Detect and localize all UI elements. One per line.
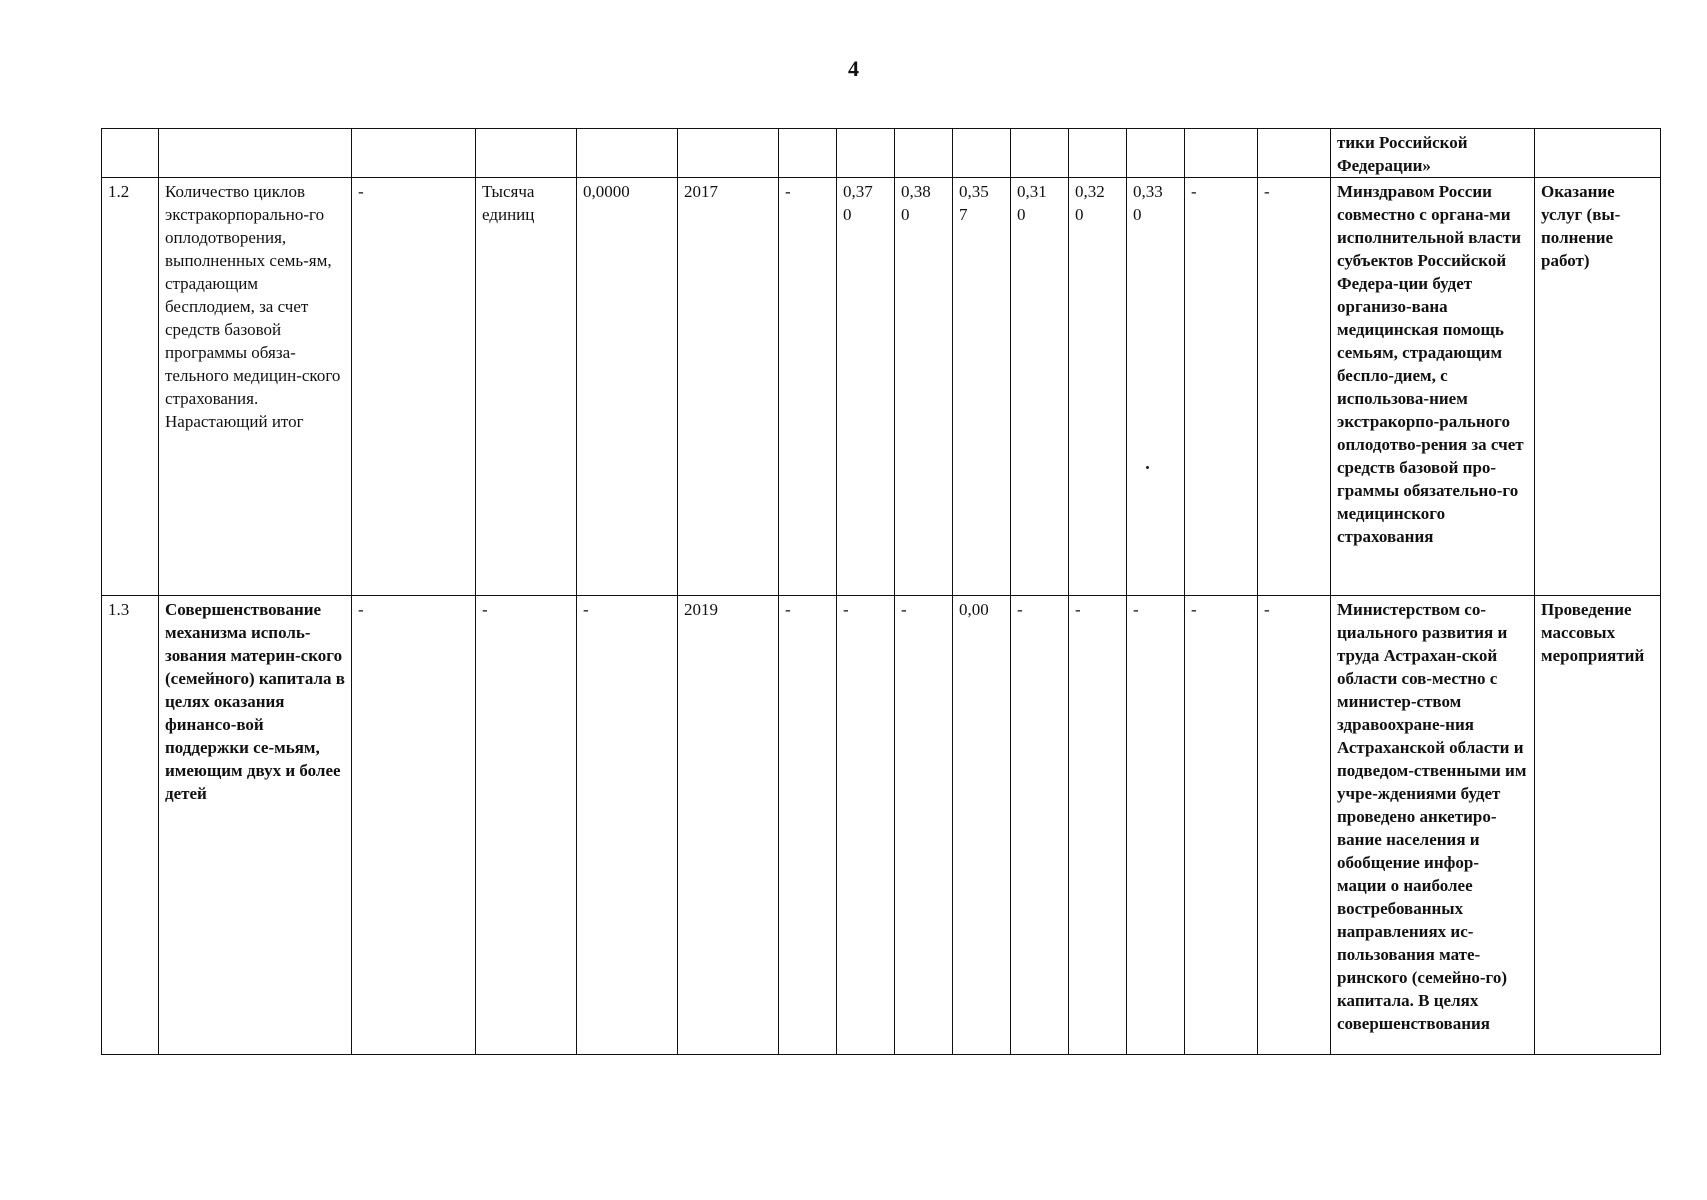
cell-empty xyxy=(102,129,159,178)
cell-col3: - xyxy=(352,596,476,1055)
cell-empty xyxy=(1011,129,1069,178)
table-row xyxy=(102,178,1661,596)
value-cell: 0,33 0 xyxy=(1127,178,1185,596)
value-cell: 0,00 xyxy=(953,596,1011,1055)
executor-cell: Минздравом России совместно с органа-ми исполнительной власти субъектов Российской Федера-ции будет организо-вана медицинская помощь семьям, страдающим беспло-дием, с использова-нием экстракорпо-рального оплодотво-рения за счет средств базовой про-граммы обязательно-го медицинского страхования xyxy=(1331,178,1535,596)
cell-empty xyxy=(953,129,1011,178)
value-cell: 0,37 0 xyxy=(837,178,895,596)
cell-empty xyxy=(159,129,352,178)
cell-empty xyxy=(352,129,476,178)
executor-cell: тики Российской Федерации» xyxy=(1331,129,1535,178)
base-year-cell: 2019 xyxy=(678,596,779,1055)
page-number: 4 xyxy=(848,56,859,81)
cell-empty xyxy=(1258,129,1331,178)
value-cell: - xyxy=(837,596,895,1055)
value-cell: - xyxy=(1011,596,1069,1055)
value-cell: 0,35 7 xyxy=(953,178,1011,596)
cell-empty xyxy=(1069,129,1127,178)
table-row-continuation xyxy=(102,129,1661,178)
row-number: 1.2 xyxy=(102,178,159,596)
measure-name: Количество циклов экстракорпорально-го оплодотворения, выполненных семь-ям, страдающим бесплодием, за счет средств базовой программы обяза-тельного медицин-ского страхования. Нарастающий итог xyxy=(159,178,352,596)
cell-empty xyxy=(1185,129,1258,178)
table-row xyxy=(102,596,1661,1055)
result-cell: Оказание услуг (вы-полнение работ) xyxy=(1535,178,1661,596)
measure-name: Совершенствование механизма исполь-зования материн-ского (семейного) капитала в целях оказания финансо-вой поддержки се-мьям, имеющим двух и более детей xyxy=(159,596,352,1055)
cell-empty xyxy=(1127,129,1185,178)
value-cell: - xyxy=(1069,596,1127,1055)
cell-empty xyxy=(476,129,577,178)
value-cell: 0,31 0 xyxy=(1011,178,1069,596)
cell-empty xyxy=(577,129,678,178)
value-cell: 0,32 0 xyxy=(1069,178,1127,596)
measures-table xyxy=(101,128,1661,1055)
value-cell: - xyxy=(779,178,837,596)
value-cell: - xyxy=(895,596,953,1055)
unit-cell: Тысяча единиц xyxy=(476,178,577,596)
scan-speck xyxy=(1146,466,1149,469)
value-cell: - xyxy=(1185,178,1258,596)
cell-empty xyxy=(779,129,837,178)
value-cell: 0,38 0 xyxy=(895,178,953,596)
base-value-cell: - xyxy=(577,596,678,1055)
cell-empty xyxy=(1535,129,1661,178)
result-cell: Проведение массовых мероприятий xyxy=(1535,596,1661,1055)
cell-empty xyxy=(837,129,895,178)
value-cell: - xyxy=(1127,596,1185,1055)
cell-empty xyxy=(678,129,779,178)
row-number: 1.3 xyxy=(102,596,159,1055)
unit-cell: - xyxy=(476,596,577,1055)
base-value-cell: 0,0000 xyxy=(577,178,678,596)
value-cell: - xyxy=(1258,178,1331,596)
value-cell: - xyxy=(1185,596,1258,1055)
cell-col3: - xyxy=(352,178,476,596)
cell-empty xyxy=(895,129,953,178)
executor-cell: Министерством со-циального развития и труда Астрахан-ской области сов-местно с министер-ством здравоохране-ния Астраханской области и подведом-ственными им учре-ждениями будет проведено анкетиро-вание населения и обобщение инфор-мации о наиболее востребованных направлениях ис-пользования мате-ринского (семейно-го) капитала. В целях совершенствования xyxy=(1331,596,1535,1055)
value-cell: - xyxy=(1258,596,1331,1055)
base-year-cell: 2017 xyxy=(678,178,779,596)
value-cell: - xyxy=(779,596,837,1055)
